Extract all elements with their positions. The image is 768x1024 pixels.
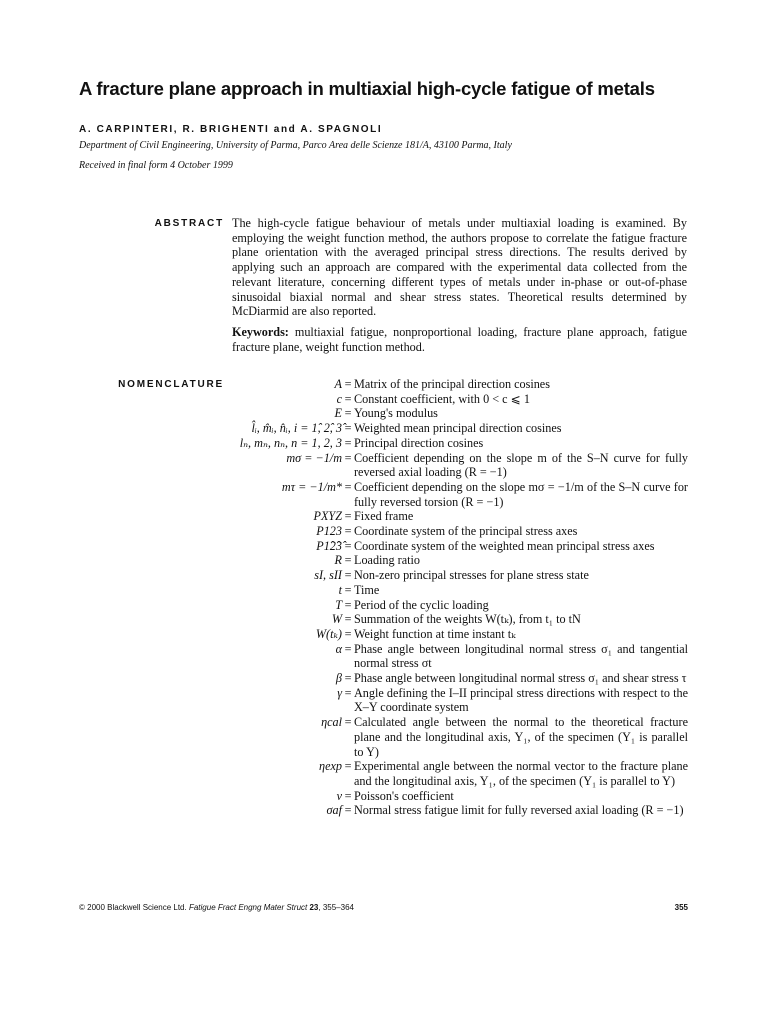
nomenclature-entry: [200, 539, 690, 554]
nomenclature-entry: [200, 715, 690, 759]
nomenclature-symbol: ηexp: [319, 759, 342, 774]
copyright: © 2000 Blackwell Science Ltd.: [79, 903, 187, 912]
nomenclature-definition: Phase angle between longitudinal normal stress σ₁ and tangential normal stress σt: [354, 641, 688, 671]
nomenclature-definition: Coefficient depending on the slope m of the S–N curve for fully reversed axial loading (R = −1): [354, 450, 688, 480]
equals-sign: =: [344, 450, 352, 465]
nomenclature-entry: [200, 671, 690, 686]
nomenclature-entry: [200, 627, 690, 642]
nomenclature-symbol: γ: [337, 685, 342, 700]
equals-sign: =: [344, 391, 352, 406]
equals-sign: =: [344, 759, 352, 774]
nomenclature-entry: [200, 686, 690, 715]
equals-sign: =: [344, 612, 352, 627]
nomenclature-definition: Non-zero principal stresses for plane stress state: [354, 568, 589, 583]
nomenclature-label: NOMENCLATURE: [118, 379, 224, 390]
nomenclature-entry: [200, 598, 690, 613]
nomenclature-symbol: mτ = −1/m*: [281, 479, 342, 494]
equals-sign: =: [344, 671, 352, 686]
nomenclature-symbol: σaf: [326, 803, 342, 818]
equals-sign: =: [344, 524, 352, 539]
nomenclature-symbol: c: [336, 391, 342, 406]
page-footer: [79, 903, 688, 912]
nomenclature-symbol: R: [334, 553, 342, 568]
nomenclature-entry: [200, 377, 690, 392]
nomenclature-entry: [200, 436, 690, 451]
nomenclature-entry: [200, 583, 690, 598]
equals-sign: =: [344, 538, 352, 553]
nomenclature-definition: Constant coefficient, with 0 < c ⩽ 1: [354, 391, 530, 406]
page-number: 355: [674, 903, 688, 912]
nomenclature-entry: [200, 553, 690, 568]
nomenclature-entry: [200, 759, 690, 788]
nomenclature-symbol: mσ = −1/m: [286, 450, 342, 465]
nomenclature-symbol: T: [335, 597, 342, 612]
equals-sign: =: [344, 509, 352, 524]
nomenclature-definition: Phase angle between longitudinal normal stress σ₁ and shear stress τ: [354, 671, 687, 686]
nomenclature-symbol: β: [335, 671, 342, 686]
nomenclature-symbol: α: [335, 641, 342, 656]
nomenclature-entry: [200, 803, 690, 818]
received-date: Received in final form 4 October 1999: [79, 160, 233, 171]
nomenclature-definition: Matrix of the principal direction cosines: [354, 377, 550, 391]
equals-sign: =: [344, 641, 352, 656]
paper-title: A fracture plane approach in multiaxial high-cycle fatigue of metals: [79, 78, 655, 99]
equals-sign: =: [344, 685, 352, 700]
nomenclature-definition: Time: [354, 582, 380, 597]
abstract-text: The high-cycle fatigue behaviour of metals under multiaxial loading is examined. By employing the weight function method, the authors propose to correlate the fatigue fracture plane orientation with the averaged principal stress directions. The results derived by applying such an approach are compared with the experimental data collected from the relevant literature, concerning different types of metals under in-phase or out-of-phase sinusoidal biaxial normal and shear stress states. Theoretical results determined by McDiarmid are also reported.: [232, 216, 687, 319]
nomenclature-entry: [200, 421, 690, 436]
nomenclature-entry: [200, 642, 690, 671]
nomenclature-entry: [200, 451, 690, 480]
nomenclature-definition: Summation of the weights W(tₖ), from t₁ to tN: [354, 612, 581, 627]
nomenclature-definition: Loading ratio: [354, 553, 420, 568]
equals-sign: =: [344, 582, 352, 597]
nomenclature-symbol: l̂ᵢ, m̂ᵢ, n̂ᵢ, i = 1̂, 2̂, 3̂: [251, 421, 342, 436]
nomenclature-definition: Weighted mean principal direction cosines: [354, 421, 562, 436]
nomenclature-definition: Calculated angle between the normal to the theoretical fracture plane and the longitudinal axis, Y₁, of the specimen (Y₁ is parallel to Y): [354, 715, 688, 759]
equals-sign: =: [344, 377, 352, 391]
equals-sign: =: [344, 406, 352, 421]
nomenclature-entry: [200, 480, 690, 509]
equals-sign: =: [344, 553, 352, 568]
nomenclature-definition: Fixed frame: [354, 509, 414, 524]
nomenclature-symbol: E: [334, 406, 342, 421]
nomenclature-definition: Coordinate system of the principal stress axes: [354, 524, 578, 539]
nomenclature-symbol: W(tₖ): [315, 626, 342, 641]
nomenclature-definition: Period of the cyclic loading: [354, 597, 489, 612]
nomenclature-entry: [200, 612, 690, 627]
journal-volume: 23: [309, 903, 319, 912]
equals-sign: =: [344, 803, 352, 818]
nomenclature-symbol: W: [331, 612, 342, 627]
nomenclature-symbol: P1̂2̂3̂: [316, 538, 342, 553]
journal-name: Fatigue Fract Engng Mater Struct: [188, 903, 308, 912]
nomenclature-definition: Experimental angle between the normal vector to the fracture plane and the longitudinal axis, Y₁, of the specimen (Y₁ is parallel to Y): [354, 759, 688, 788]
nomenclature-symbol: sI, sII: [314, 568, 342, 583]
nomenclature-symbol: ν: [336, 788, 342, 803]
equals-sign: =: [344, 715, 352, 730]
nomenclature-symbol: P123: [316, 524, 342, 539]
nomenclature-entry: [200, 392, 690, 407]
nomenclature-symbol: t: [338, 582, 342, 597]
nomenclature-entry: [200, 789, 690, 804]
nomenclature-entry: [200, 406, 690, 421]
nomenclature-entry: [200, 524, 690, 539]
equals-sign: =: [344, 597, 352, 612]
author-list: A. CARPINTERI, R. BRIGHENTI and A. SPAGNOLI: [79, 124, 383, 135]
nomenclature-definition: Coefficient depending on the slope mσ = −1/m of the S–N curve for fully reversed torsion (R = −1): [354, 479, 688, 509]
nomenclature-definition: Principal direction cosines: [354, 435, 484, 450]
nomenclature-symbol: ηcal: [321, 715, 342, 730]
nomenclature-list: [200, 377, 690, 818]
equals-sign: =: [344, 568, 352, 583]
nomenclature-entry: [200, 509, 690, 524]
nomenclature-symbol: lₙ, mₙ, nₙ, n = 1, 2, 3: [239, 435, 342, 450]
nomenclature-entry: [200, 568, 690, 583]
nomenclature-definition: Normal stress fatigue limit for fully reversed axial loading (R = −1): [354, 803, 684, 818]
keywords: [232, 325, 687, 354]
abstract-label: ABSTRACT: [154, 218, 224, 229]
equals-sign: =: [344, 435, 352, 450]
nomenclature-definition: Poisson's coefficient: [354, 788, 454, 803]
keywords-label: Keywords:: [232, 325, 289, 339]
nomenclature-definition: Coordinate system of the weighted mean principal stress axes: [354, 538, 655, 553]
journal-pages: , 355–364: [318, 903, 354, 912]
nomenclature-symbol: PXYZ: [313, 509, 342, 524]
equals-sign: =: [344, 626, 352, 641]
nomenclature-definition: Weight function at time instant tₖ: [354, 626, 516, 641]
nomenclature-definition: Young's modulus: [354, 406, 438, 421]
affiliation: Department of Civil Engineering, University of Parma, Parco Area delle Scienze 181/A, 43100 Parma, Italy: [79, 140, 512, 151]
equals-sign: =: [344, 788, 352, 803]
keywords-text: multiaxial fatigue, nonproportional loading, fracture plane approach, fatigue fracture plane, weight function method.: [232, 325, 687, 354]
equals-sign: =: [344, 479, 352, 494]
nomenclature-definition: Angle defining the I–II principal stress directions with respect to the X–Y coordinate system: [354, 685, 688, 715]
nomenclature-symbol: A: [334, 377, 342, 391]
equals-sign: =: [344, 421, 352, 436]
